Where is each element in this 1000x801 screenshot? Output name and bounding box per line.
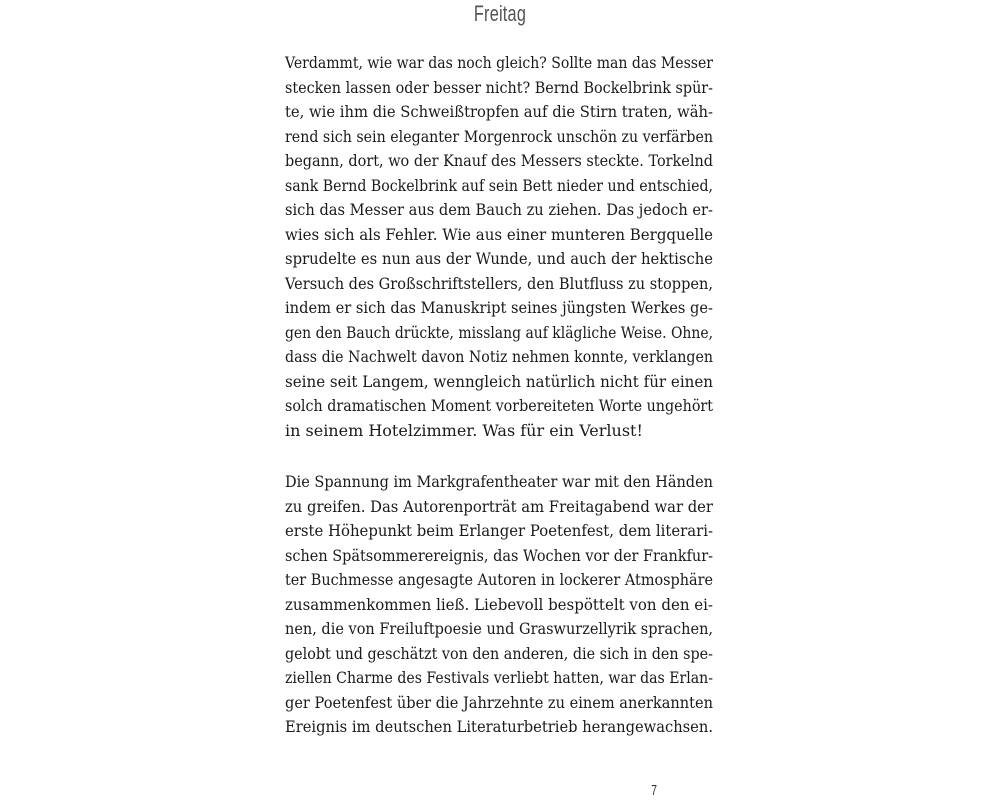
chapter-title: Freitag: [473, 1, 527, 26]
text-line: sank Bernd Bockelbrink auf sein Bett nieder und entschied,: [285, 175, 713, 195]
text-line: te, wie ihm die Schweißtropfen auf die Stirn traten, wäh-: [285, 102, 713, 121]
page-number: 7: [651, 782, 657, 799]
text-line: rend sich sein eleganter Morgenrock unschön zu verfärben: [285, 126, 713, 146]
text-line: ger Poetenfest über die Jahrzehnte zu einem anerkannten: [285, 692, 713, 712]
text-line: ziellen Charme des Festivals verliebt hatten, war das Erlan-: [285, 668, 713, 687]
text-line: in seinem Hotelzimmer. Was für ein Verlust!: [285, 420, 643, 440]
text-line: Ereignis im deutschen Literaturbetrieb herangewachsen.: [285, 717, 713, 736]
text-line: schen Spätsommerereignis, das Wochen vor der Frankfur-: [285, 545, 713, 565]
text-line: Versuch des Großschriftstellers, den Blutfluss zu stoppen,: [285, 273, 713, 293]
text-line: ter Buchmesse angesagte Autoren in lockerer Atmosphäre: [285, 570, 713, 589]
text-line: Die Spannung im Markgrafentheater war mit den Händen: [285, 472, 713, 491]
paragraph-1: [285, 51, 713, 443]
text-line: zusammenkommen ließ. Liebevoll bespöttelt von den ei-: [285, 594, 713, 614]
text-line: Verdammt, wie war das noch gleich? Sollte man das Messer: [285, 53, 713, 72]
text-line: gen den Bauch drückte, misslang auf klägliche Weise. Ohne,: [285, 322, 713, 342]
text-line: erste Höhepunkt beim Erlanger Poetenfest, dem literari-: [285, 521, 713, 540]
text-line: wies sich als Fehler. Wie aus einer munteren Bergquelle: [285, 224, 713, 244]
text-line: indem er sich das Manuskript seines jüngsten Werkes ge-: [285, 298, 713, 317]
paragraph-2: [285, 470, 713, 740]
text-line: sich das Messer aus dem Bauch zu ziehen. Das jedoch er-: [285, 200, 713, 219]
text-line: begann, dort, wo der Knauf des Messers steckte. Torkelnd: [285, 151, 713, 170]
text-line: sprudelte es nun aus der Wunde, und auch der hektische: [285, 249, 713, 268]
text-line: nen, die von Freiluftpoesie und Graswurzellyrik sprachen,: [285, 619, 713, 638]
text-line: solch dramatischen Moment vorbereiteten Worte ungehört: [285, 396, 713, 415]
text-line: gelobt und geschätzt von den anderen, die sich in den spe-: [285, 643, 713, 663]
text-line: zu greifen. Das Autorenporträt am Freitagabend war der: [285, 496, 713, 516]
text-line: stecken lassen oder besser nicht? Bernd Bockelbrink spür-: [285, 77, 713, 97]
text-line: dass die Nachwelt davon Notiz nehmen konnte, verklangen: [285, 347, 713, 366]
text-line: seine seit Langem, wenngleich natürlich nicht für einen: [285, 371, 713, 391]
